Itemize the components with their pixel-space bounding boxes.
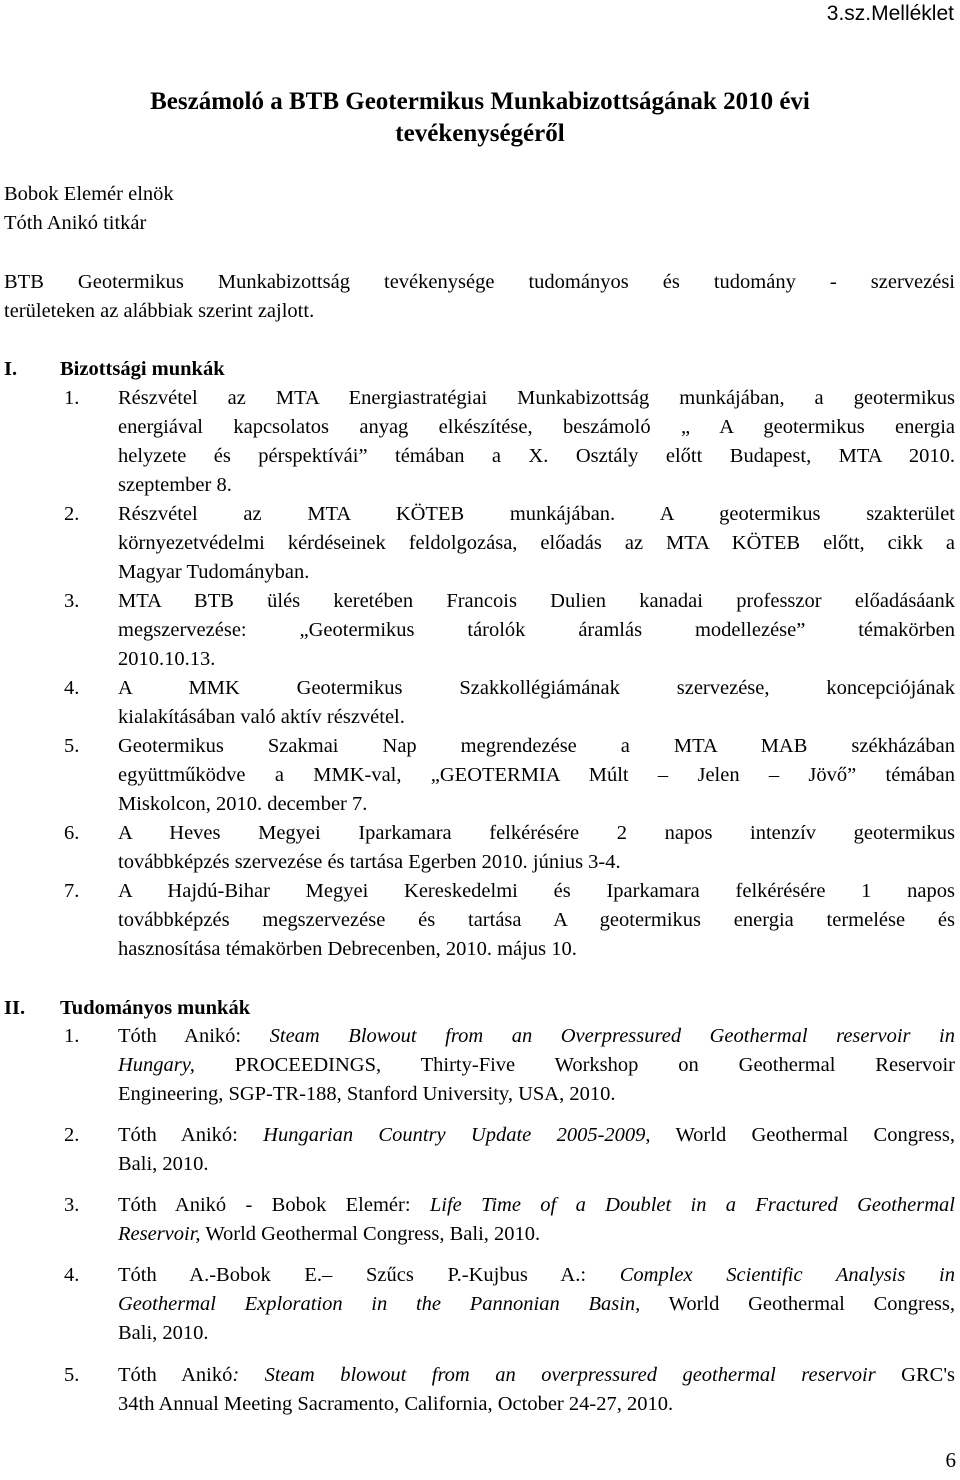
italic-title-text: Hungary,	[118, 1054, 195, 1076]
list-item	[64, 1022, 955, 1109]
text-line: megszervezése: „Geotermikus tárolók áramlás modellezése” témakörben	[118, 619, 955, 641]
citation-text: Tóth Anikó:	[118, 1025, 270, 1047]
citation-text: World Geothermal Congress, Bali, 2010.	[200, 1223, 541, 1245]
section-title: Bizottsági munkák	[60, 358, 225, 380]
text-line	[118, 1390, 955, 1419]
text-line	[118, 1191, 955, 1220]
citation-text: Tóth Anikó:	[118, 1124, 264, 1146]
list-item	[64, 1361, 955, 1419]
intro-paragraph	[4, 268, 955, 326]
section-title: Tudományos munkák	[60, 997, 251, 1019]
list-item-text	[118, 1191, 955, 1249]
citation-text: Engineering, SGP-TR-188, Stanford University, USA, 2010.	[118, 1083, 616, 1105]
list-item	[64, 500, 955, 587]
italic-title-text: Complex Scientific Analysis in	[619, 1264, 955, 1286]
page-number: 6	[945, 1448, 956, 1472]
list-item-number: 6.	[64, 822, 80, 844]
list-item-number: 4.	[64, 1264, 80, 1286]
italic-title-text: Steam Blowout from an Overpressured Geothermal reservoir in	[269, 1025, 955, 1047]
chair-line: Bobok Elemér elnök	[4, 183, 174, 205]
list-item-text	[118, 1121, 955, 1179]
citation-text: Bali, 2010.	[118, 1322, 209, 1344]
italic-title-text: Reservoir,	[118, 1223, 201, 1245]
text-line: Magyar Tudományban.	[118, 561, 310, 583]
list-item-number: 3.	[64, 590, 80, 612]
text-line: hasznosítása témakörben Debrecenben, 2010. május 10.	[118, 938, 577, 960]
annex-label: 3.sz.Melléklet	[826, 2, 954, 25]
list-item-number: 2.	[64, 503, 80, 525]
section-heading-committee-work	[4, 355, 225, 384]
list-item	[64, 1121, 955, 1179]
text-line: helyzete és pérspektívái” témában a X. Osztály előtt Budapest, MTA 2010.	[118, 445, 955, 467]
report-title-line-2: tevékenységéről	[395, 120, 565, 147]
text-line	[118, 1022, 955, 1051]
list-item	[64, 1191, 955, 1249]
list-item-text	[118, 1022, 955, 1109]
committee-officers	[4, 180, 174, 238]
text-line: A Hajdú-Bihar Megyei Kereskedelmi és Iparkamara felkérésére 1 napos	[118, 880, 955, 902]
section-number: II.	[4, 997, 26, 1019]
text-line	[118, 1261, 955, 1290]
list-item-text	[118, 1261, 955, 1348]
text-line: továbbképzés szervezése és tartása Egerben 2010. június 3-4.	[118, 851, 621, 873]
text-line: energiával kapcsolatos anyag elkészítése, beszámoló „ A geotermikus energia	[118, 416, 955, 438]
text-line: A MMK Geotermikus Szakkollégiámának szervezése, koncepciójának	[118, 677, 955, 699]
list-item	[64, 384, 955, 500]
citation-text: PROCEEDINGS, Thirty-Five Workshop on Geothermal Reservoir	[194, 1054, 955, 1076]
text-line	[118, 1080, 955, 1109]
list-item-text	[118, 877, 955, 964]
citation-text: GRC's	[875, 1364, 956, 1386]
list-item-text	[118, 819, 955, 877]
list-item	[64, 674, 955, 732]
italic-title-text: Hungarian Country Update 2005-2009	[263, 1124, 646, 1146]
text-line	[118, 1150, 955, 1179]
text-line: együttműködve a MMK-val, „GEOTERMIA Múlt – Jelen – Jövő” témában	[118, 764, 955, 786]
citation-text: Tóth Anikó	[118, 1364, 233, 1386]
list-item-number: 1.	[64, 1025, 80, 1047]
list-item	[64, 732, 955, 819]
text-line	[118, 1051, 955, 1080]
list-item-text	[118, 1361, 955, 1419]
citation-text: 34th Annual Meeting Sacramento, California, October 24-27, 2010.	[118, 1393, 674, 1415]
report-title-line-1: Beszámoló a BTB Geotermikus Munkabizottságának 2010 évi	[150, 88, 810, 115]
section-heading-scientific-work	[4, 994, 250, 1023]
list-item-number: 5.	[64, 1364, 80, 1386]
text-line: Részvétel az MTA KÖTEB munkájában. A geotermikus szakterület	[118, 503, 955, 525]
text-line: 2010.10.13.	[118, 648, 216, 670]
text-line: szeptember 8.	[118, 474, 232, 496]
list-item-number: 4.	[64, 677, 80, 699]
text-line	[118, 1361, 955, 1390]
text-line	[118, 1290, 955, 1319]
citation-text: Bali, 2010.	[118, 1153, 209, 1175]
list-item	[64, 819, 955, 877]
list-item-text	[118, 384, 955, 500]
list-item-number: 1.	[64, 387, 80, 409]
secretary-line: Tóth Anikó titkár	[4, 212, 147, 234]
italic-title-text: Life Time of a Doublet in a Fractured Geothermal	[429, 1194, 955, 1216]
italic-title-text: : Steam blowout from an overpressured geothermal reservoir	[232, 1364, 876, 1386]
intro-line: területeken az alábbiak szerint zajlott.	[4, 300, 315, 322]
text-line	[118, 1220, 955, 1249]
citation-text: , World Geothermal Congress,	[635, 1293, 955, 1315]
list-item-text	[118, 732, 955, 819]
text-line: környezetvédelmi kérdéseinek feldolgozása, előadás az MTA KÖTEB előtt, cikk a	[118, 532, 955, 554]
text-line: MTA BTB ülés keretében Francois Dulien kanadai professzor előadásáank	[118, 590, 955, 612]
italic-title-text: Geothermal Exploration in the Pannonian Basin	[118, 1293, 636, 1315]
text-line	[118, 1319, 955, 1348]
list-item	[64, 587, 955, 674]
text-line	[118, 1121, 955, 1150]
citation-text: Tóth A.-Bobok E.– Szűcs P.-Kujbus A.:	[118, 1264, 620, 1286]
text-line: Miskolcon, 2010. december 7.	[118, 793, 368, 815]
list-item-number: 5.	[64, 735, 80, 757]
intro-line: BTB Geotermikus Munkabizottság tevékenysége tudományos és tudomány - szervezési	[4, 271, 955, 293]
list-item-text	[118, 587, 955, 674]
list-item	[64, 1261, 955, 1348]
text-line: Részvétel az MTA Energiastratégiai Munkabizottság munkájában, a geotermikus	[118, 387, 955, 409]
citation-text: Tóth Anikó - Bobok Elemér:	[118, 1194, 430, 1216]
text-line: továbbképzés megszervezése és tartása A geotermikus energia termelése és	[118, 909, 955, 931]
citation-text: , World Geothermal Congress,	[645, 1124, 955, 1146]
list-item-number: 7.	[64, 880, 80, 902]
list-item-text	[118, 500, 955, 587]
list-item-number: 2.	[64, 1124, 80, 1146]
text-line: kialakításában való aktív részvétel.	[118, 706, 405, 728]
section-number: I.	[4, 358, 18, 380]
report-title	[0, 86, 960, 150]
list-item-number: 3.	[64, 1194, 80, 1216]
list-item-text	[118, 674, 955, 732]
text-line: A Heves Megyei Iparkamara felkérésére 2 napos intenzív geotermikus	[118, 822, 955, 844]
text-line: Geotermikus Szakmai Nap megrendezése a MTA MAB székházában	[118, 735, 955, 757]
list-item	[64, 877, 955, 964]
